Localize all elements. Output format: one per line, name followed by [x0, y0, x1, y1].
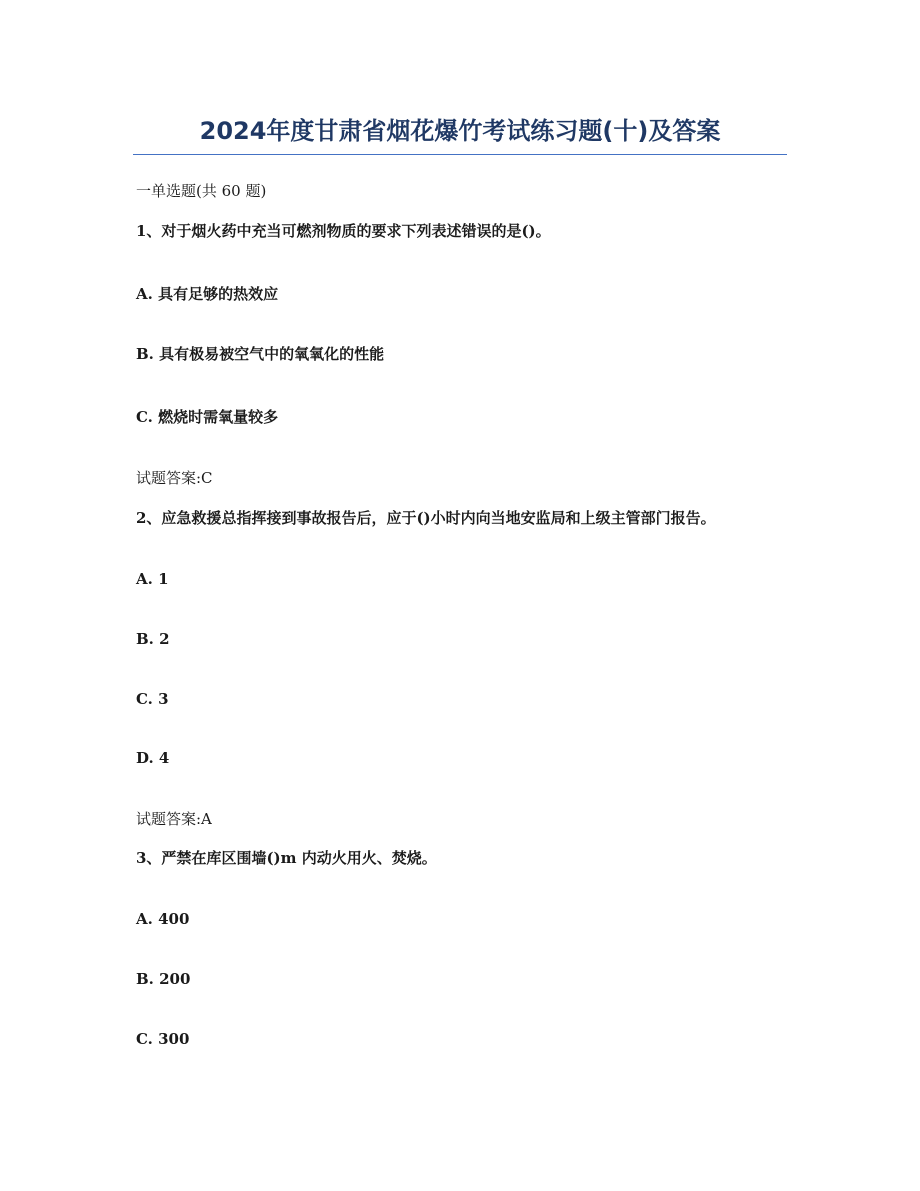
question-3-text: 3、严禁在库区围墙()m 内动火用火、焚烧。: [136, 849, 437, 867]
question-2-option-b: B. 2: [136, 630, 170, 648]
question-2-option-d: D. 4: [136, 749, 170, 767]
question-2-option-c: C. 3: [136, 690, 169, 708]
section-heading: 一单选题(共 60 题): [136, 182, 267, 200]
question-1-text: 1、对于烟火药中充当可燃剂物质的要求下列表述错误的是()。: [136, 222, 551, 240]
question-1-option-b: B. 具有极易被空气中的氧氧化的性能: [136, 345, 385, 363]
question-2-answer: 试题答案:A: [136, 810, 212, 828]
question-3-option-b: B. 200: [136, 970, 191, 988]
question-3-option-a: A. 400: [136, 910, 190, 928]
question-3-option-c: C. 300: [136, 1030, 190, 1048]
question-2-option-a: A. 1: [136, 570, 169, 588]
document-title: 2024年度甘肃省烟花爆竹考试练习题(十)及答案: [199, 117, 721, 145]
title-underline: [133, 154, 787, 155]
question-1-answer: 试题答案:C: [136, 469, 213, 487]
question-2-text: 2、应急救援总指挥接到事故报告后，应于()小时内向当地安监局和上级主管部门报告。: [136, 509, 716, 527]
question-1-option-a: A. 具有足够的热效应: [136, 285, 279, 303]
question-1-option-c: C. 燃烧时需氧量较多: [136, 408, 279, 426]
